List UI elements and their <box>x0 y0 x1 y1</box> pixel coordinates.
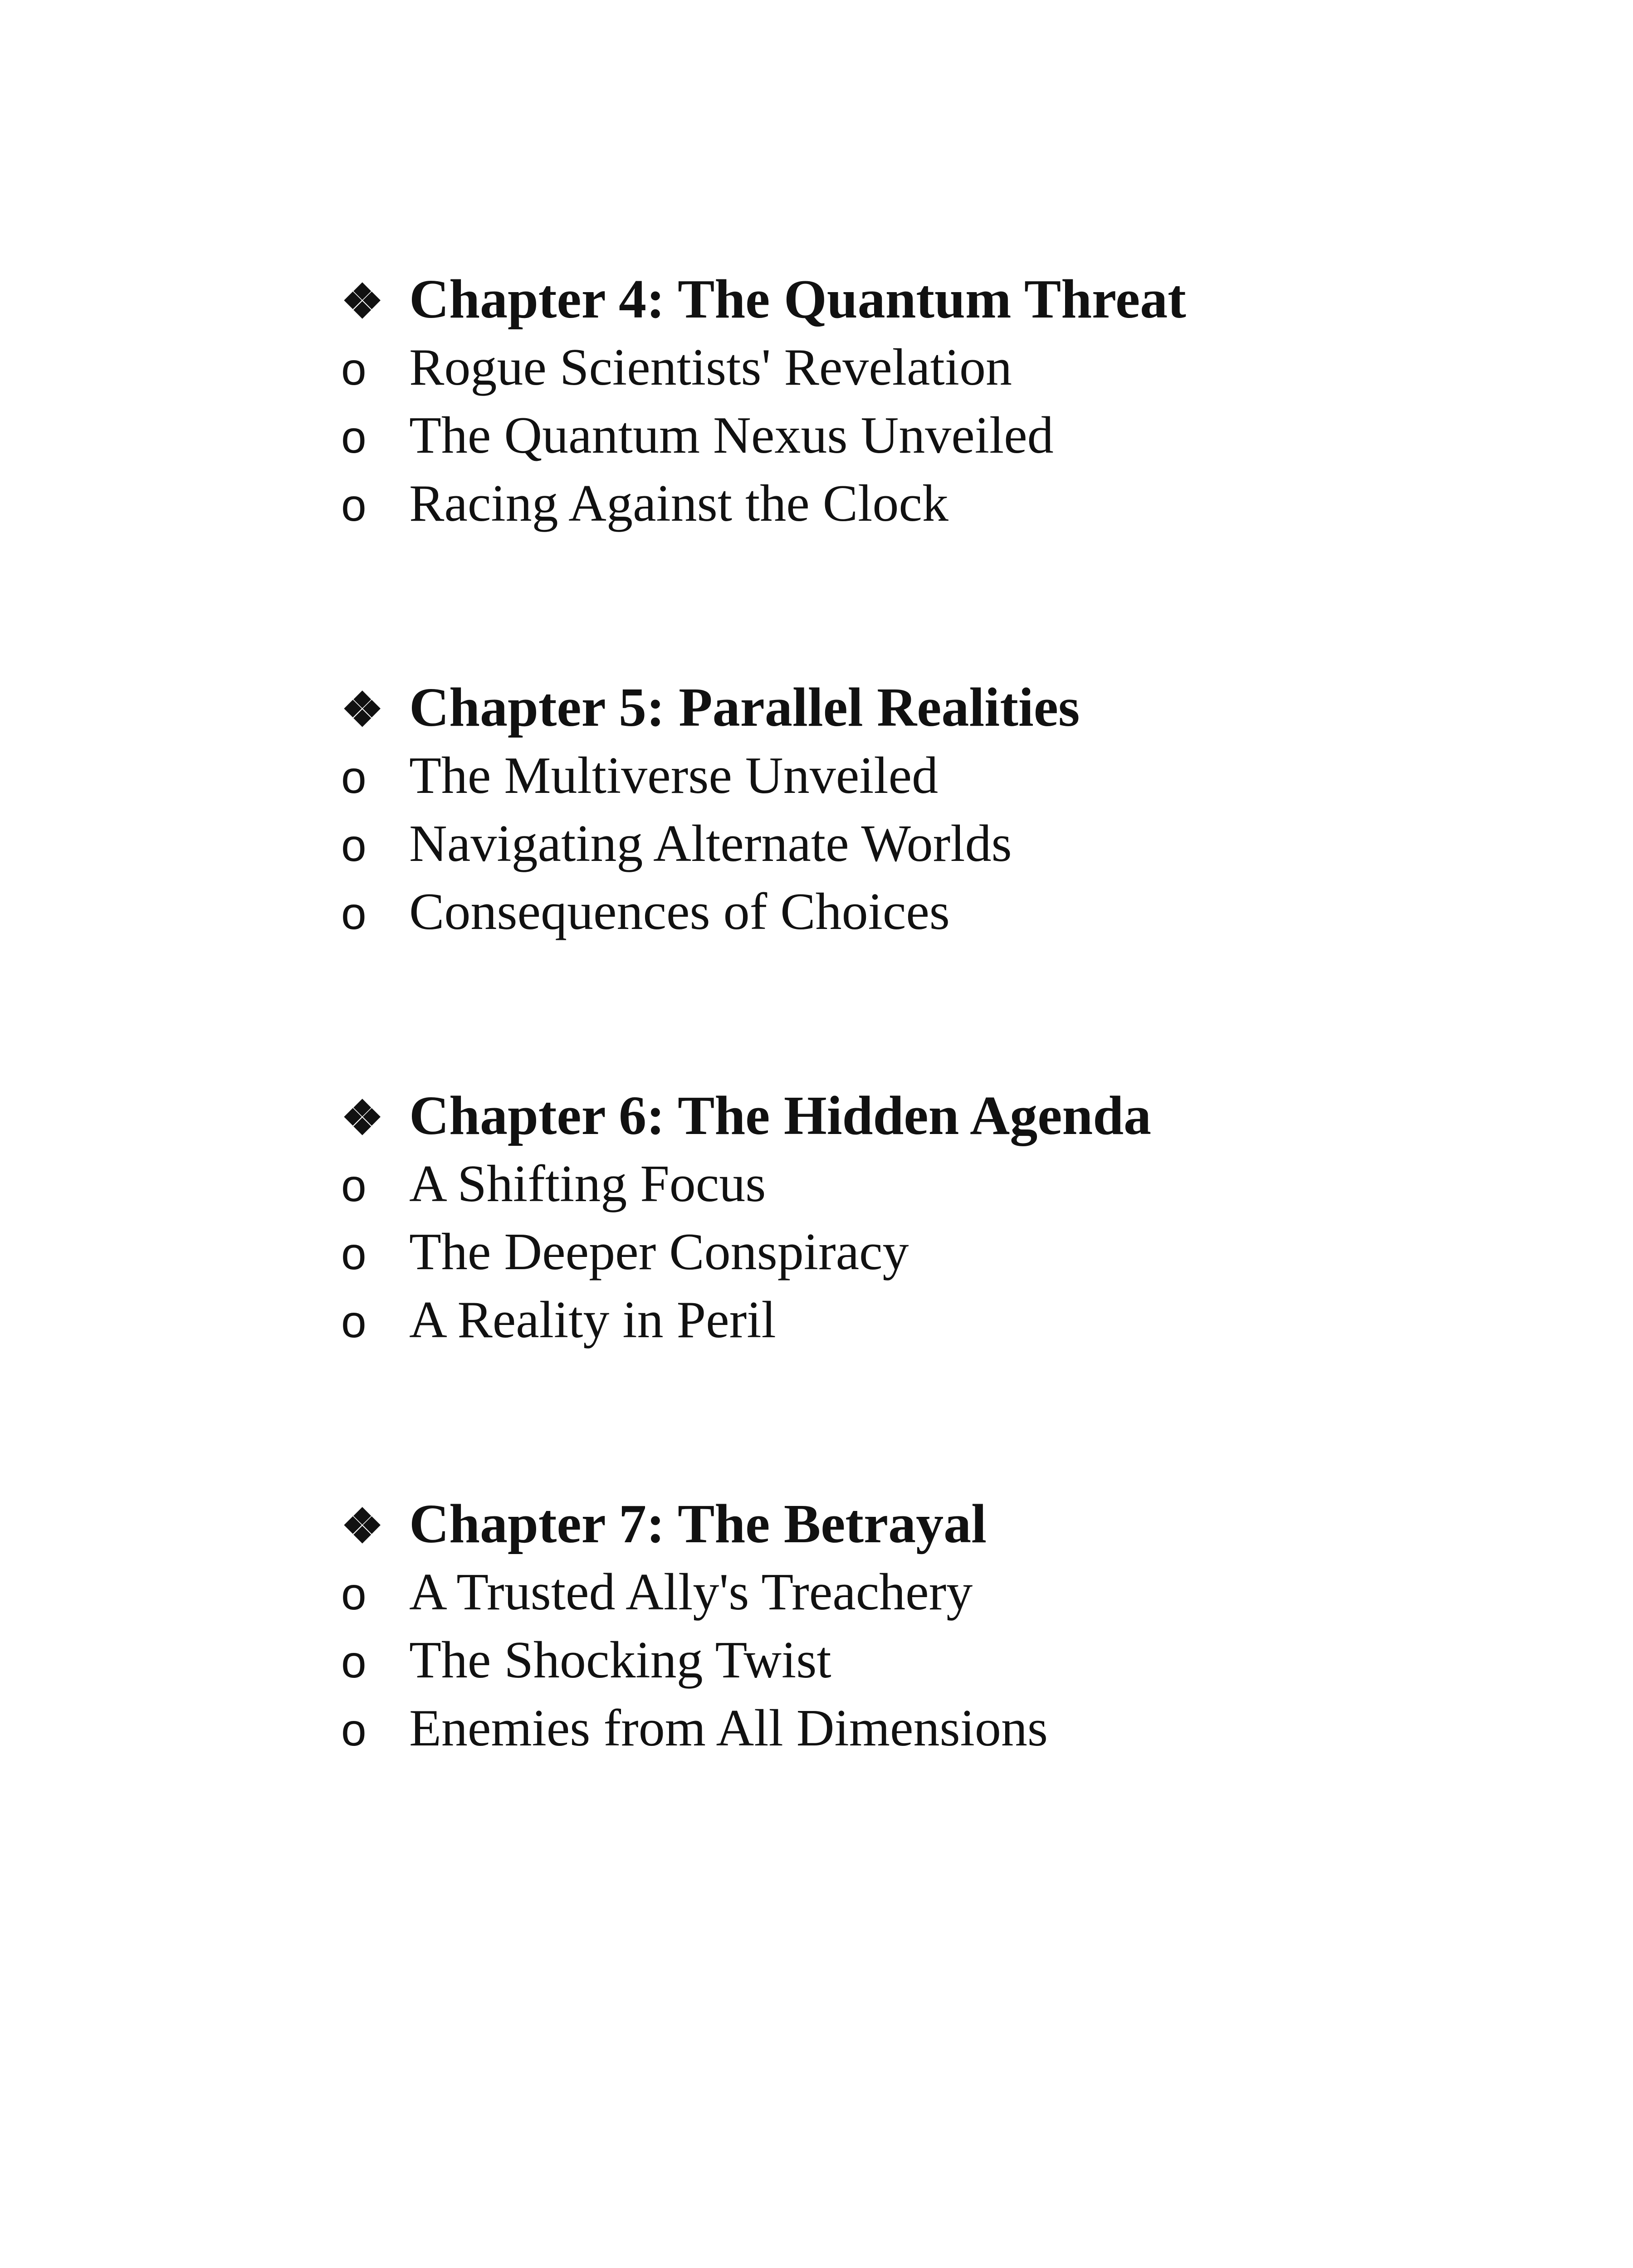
chapter-title: Chapter 5: Parallel Realities <box>409 677 1080 738</box>
list-item-label: Racing Against the Clock <box>409 474 949 533</box>
chapter-heading <box>341 1082 1430 1150</box>
list-item <box>341 1150 1430 1218</box>
list-item <box>341 810 1430 878</box>
circle-bullet-icon: o <box>341 1569 367 1619</box>
section-list <box>341 1150 1430 1354</box>
chapter-title: Chapter 7: The Betrayal <box>409 1493 987 1554</box>
list-item-label: A Trusted Ally's Treachery <box>409 1563 973 1621</box>
chapter-7-section <box>341 1490 1430 1762</box>
list-item-label: Enemies from All Dimensions <box>409 1699 1048 1757</box>
circle-bullet-icon: o <box>341 1160 367 1211</box>
circle-bullet-icon: o <box>341 344 367 395</box>
list-item-label: A Reality in Peril <box>409 1291 776 1349</box>
list-item-label: The Deeper Conspiracy <box>409 1223 909 1281</box>
circle-bullet-icon: o <box>341 1296 367 1347</box>
chapter-6-section <box>341 1082 1430 1354</box>
circle-bullet-icon: o <box>341 888 367 939</box>
diamond-bullet-icon: ❖ <box>341 684 384 736</box>
list-item <box>341 469 1430 538</box>
list-item-label: A Shifting Focus <box>409 1155 766 1213</box>
diamond-bullet-icon: ❖ <box>341 1501 384 1553</box>
chapter-title: Chapter 4: The Quantum Threat <box>409 269 1186 330</box>
diamond-bullet-icon: ❖ <box>341 276 384 328</box>
list-item-label: Navigating Alternate Worlds <box>409 815 1012 873</box>
chapter-heading <box>341 265 1430 333</box>
list-item <box>341 742 1430 810</box>
circle-bullet-icon: o <box>341 480 367 531</box>
circle-bullet-icon: o <box>341 412 367 463</box>
circle-bullet-icon: o <box>341 1705 367 1755</box>
list-item-label: The Shocking Twist <box>409 1631 831 1689</box>
list-item <box>341 1626 1430 1694</box>
list-item <box>341 1694 1430 1762</box>
chapter-heading <box>341 674 1430 742</box>
list-item <box>341 1558 1430 1626</box>
chapter-5-section <box>341 674 1430 946</box>
section-list <box>341 742 1430 946</box>
list-item-label: The Quantum Nexus Unveiled <box>409 406 1054 464</box>
circle-bullet-icon: o <box>341 820 367 871</box>
list-item <box>341 333 1430 401</box>
section-list <box>341 1558 1430 1762</box>
list-item <box>341 401 1430 469</box>
section-list <box>341 333 1430 538</box>
list-item-label: Consequences of Choices <box>409 883 950 941</box>
circle-bullet-icon: o <box>341 752 367 803</box>
chapter-4-section <box>341 265 1430 538</box>
circle-bullet-icon: o <box>341 1637 367 1687</box>
chapter-heading <box>341 1490 1430 1558</box>
list-item <box>341 878 1430 946</box>
list-item <box>341 1286 1430 1354</box>
circle-bullet-icon: o <box>341 1228 367 1279</box>
diamond-bullet-icon: ❖ <box>341 1092 384 1144</box>
chapter-title: Chapter 6: The Hidden Agenda <box>409 1085 1152 1146</box>
list-item-label: Rogue Scientists' Revelation <box>409 338 1012 396</box>
list-item-label: The Multiverse Unveiled <box>409 747 939 805</box>
list-item <box>341 1218 1430 1286</box>
